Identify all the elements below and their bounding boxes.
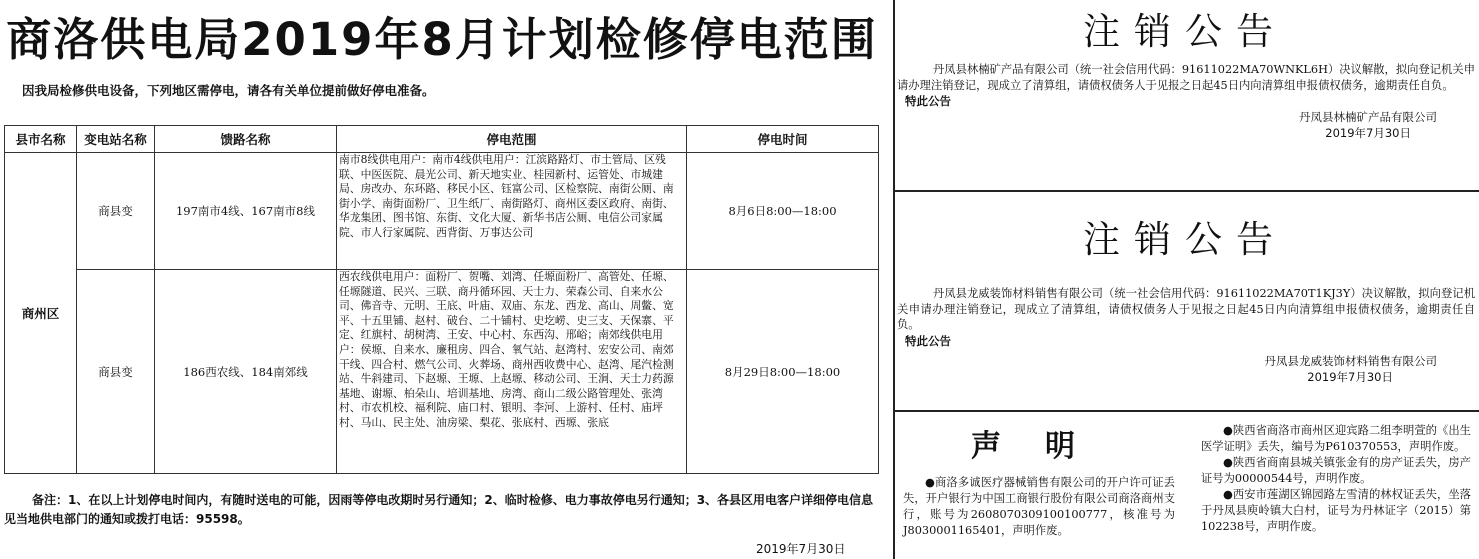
notice-signer: 丹凤县龙威装饰材料销售有限公司 (1264, 353, 1437, 368)
notice-date: 2019年7月30日 (1307, 369, 1393, 384)
substation-cell: 商县变 (77, 270, 155, 474)
notice-body: 丹凤县林楠矿产品有限公司（统一社会信用代码：91611022MA70WNKL6H）决议解散，拟向登记机关申请办理注销登记，现成立了清算组，请债权债务人于见报之日起45日内向清算组申报债权债务，逾期责任自负。 (897, 63, 1475, 92)
notice-title: 注销公告 (1083, 218, 1287, 261)
notice-signature (895, 353, 1437, 385)
notice-signer: 丹凤县林楠矿产品有限公司 (1299, 110, 1437, 124)
header-scope: 停电范围 (337, 126, 687, 153)
declaration-item: ●陕西省商洛市商州区迎宾路二组李明萱的《出生医学证明》丢失，编号为P610370553，声明作废。 (1201, 424, 1471, 453)
scope-cell: 南市8线供电用户：南市4线供电用户：江滨路路灯、市土管局、区残联、中医医院、晨光公司、新天地实业、桂园新村、运管处、市城建局、房改办、东环路、移民小区、钰富公司、区检察院、南街公厕、南街小学、南街面粉厂、卫生纸厂、南街路灯、商州区委区政府、南街、华龙集团、图书馆、东街、文化大厦、新华书店公厕、电信公司家属院、市人行家属院、西背街、万事达公司 (337, 153, 687, 270)
table-header-row (5, 126, 879, 153)
time-cell: 8月29日8:00—18:00 (687, 270, 879, 474)
outage-table (4, 125, 879, 474)
declaration-title: 声明 (971, 429, 1119, 464)
declaration-item: ●陕西省商南县城关镇张金有的房产证丢失，房产证号为00000544号，声明作废。 (1201, 456, 1471, 485)
notice-closing: 特此公告 (905, 94, 951, 108)
header-county: 县市名称 (5, 126, 77, 153)
feeder-cell: 186西农线、184南郊线 (155, 270, 337, 474)
scope-cell: 西农线供电用户：面粉厂、贺嘴、刘湾、任塬面粉厂、高管处、任塬、任塬隧道、民兴、三联、商丹循环园、天士力、荣森公司、自来水公司、佛音寺、元明、王底、叶庙、双庙、东龙、西龙、高山、周鳖、宽平、十五里铺、赵村、破台、二十铺村、史圪崂、史三支、天保寨、平定、红旗村、胡树湾、王安、中心村、东西沟、邢峪；南郊线供电用户：侯塬、自来水、廉租房、四合、氧气站、赵湾村、宏安公司、南郊干线、四合村、燃气公司、火葬场、商州西收费中心、赵湾、尾汽检测站、牛斜建司、下赵塬、王塬、上赵塬、移动公司、王涧、天士力药源基地、谢塬、柏朵山、培训基地、房湾、商山二级公路管理处、张湾村、市农机校、福利院、庙口村、银明、李河、上游村、任村、庙坪村、马山、民主处、油房梁、梨花、张底村、西塬、张底 (337, 270, 687, 474)
notice-signature (895, 109, 1437, 141)
feeder-cell: 197南市4线、167南市8线 (155, 153, 337, 270)
section-divider (893, 410, 1479, 412)
substation-cell: 商县变 (77, 153, 155, 270)
header-feeder: 馈路名称 (155, 126, 337, 153)
header-time: 停电时间 (687, 126, 879, 153)
district-cell: 商州区 (5, 153, 77, 474)
outage-intro: 因我局检修供电设备，下列地区需停电，请各有关单位提前做好停电准备。 (22, 83, 435, 98)
cancellation-notice-1 (895, 6, 1475, 141)
cancellation-notice-2 (895, 212, 1475, 385)
outage-note: 备注：1、在以上计划停电时间内，有随时送电的可能，因雨等停电改期时另行通知；2、临时检修、电力事故停电另行通知；3、各县区用电客户详细停电信息见当地供电部门的通知或拨打电话：95598。 (4, 493, 874, 526)
header-substation: 变电站名称 (77, 126, 155, 153)
outage-title: 商洛供电局2019年8月计划检修停电范围 (6, 13, 878, 66)
table-row (5, 270, 879, 474)
section-divider (893, 190, 1479, 192)
notice-body: 丹凤县龙威装饰材料销售有限公司（统一社会信用代码：91611022MA70T1KJ3Y）决议解散，拟向登记机关申请办理注销登记，现成立了清算组，请债权债务人于见报之日起45日内向清算组申报债权债务，逾期责任自负。 (897, 287, 1475, 331)
table-row (5, 153, 879, 270)
declaration-item: ●商洛多诚医疗器械销售有限公司的开户许可证丢失，开户银行为中国工商银行股份有限公司商洛商州支行，账号为2608070309100100777，核准号为J8030001165401，声明作废。 (903, 476, 1175, 537)
declaration-item: ●西安市莲湖区锦园路左雪清的林权证丢失，坐落于丹凤县庾岭镇大白村，证号为丹林证字（2015）第102238号，声明作废。 (1201, 488, 1471, 533)
notice-closing: 特此公告 (905, 333, 951, 348)
declaration-column-left (903, 475, 1175, 539)
notice-date: 2019年7月30日 (1325, 126, 1411, 140)
declaration-section (895, 413, 1479, 559)
declaration-column-right (1201, 423, 1471, 535)
outage-date: 2019年7月30日 (756, 542, 846, 556)
notice-title: 注销公告 (1083, 10, 1287, 53)
time-cell: 8月6日8:00—18:00 (687, 153, 879, 270)
